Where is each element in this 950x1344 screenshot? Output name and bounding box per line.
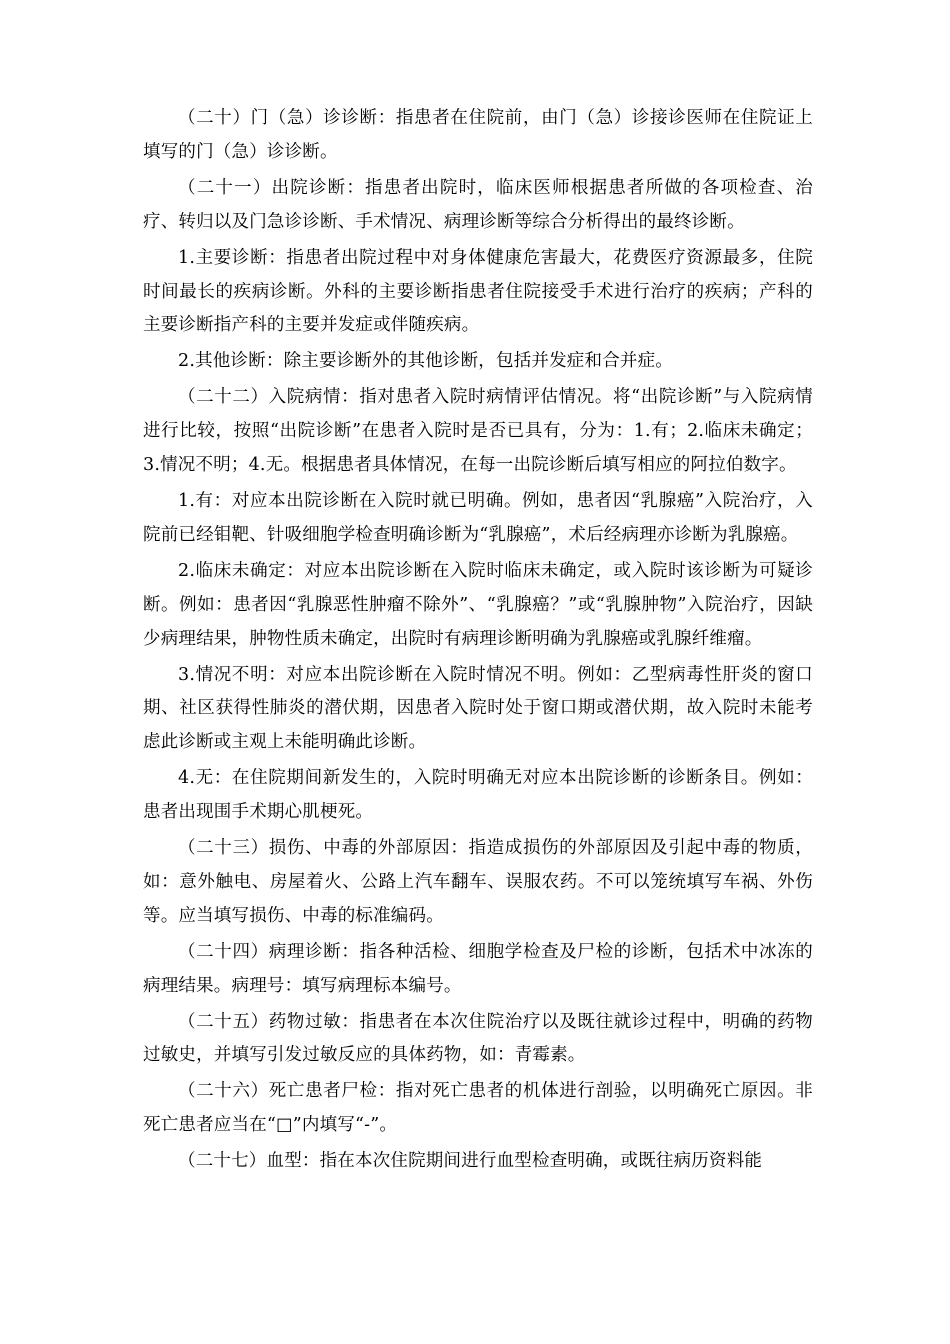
paragraph-condition-unconfirmed: 2.临床未确定：对应本出院诊断在入院时临床未确定，或入院时该诊断为可疑诊断。例如：患者因“乳腺恶性肿瘤不除外”、“乳腺癌？”或“乳腺肿物”入院治疗，因缺少病理结果，肿物性质未确定，出院时有病理诊断明确为乳腺癌或乳腺纤维瘤。 [143,560,813,649]
paragraph-admission-condition: （二十二）入院病情：指对患者入院时病情评估情况。将“出院诊断”与入院病情进行比较，按照“出院诊断”在患者入院时是否已具有，分为：1.有；2.临床未确定；3.情况不明；4.无。根据患者具体情况，在每一出院诊断后填写相应的阿拉伯数字。 [143,387,813,476]
paragraph-autopsy: （二十六）死亡患者尸检：指对死亡患者的机体进行剖验，以明确死亡原因。非死亡患者应当在“□”内填写“-”。 [143,1081,813,1136]
paragraph-external-cause: （二十三）损伤、中毒的外部原因：指造成损伤的外部原因及引起中毒的物质，如：意外触电、房屋着火、公路上汽车翻车、误服农药。不可以笼统填写车祸、外伤等。应当填写损伤、中毒的标准编码。 [143,838,813,926]
paragraph-main-diagnosis: 1.主要诊断：指患者出院过程中对身体健康危害最大，花费医疗资源最多，住院时间最长的疾病诊断。外科的主要诊断指患者住院接受手术进行治疗的疾病；产科的主要诊断指产科的主要并发症或伴随疾病。 [143,247,813,336]
paragraph-drug-allergy: （二十五）药物过敏：指患者在本次住院治疗以及既往就诊过程中，明确的药物过敏史，并填写引发过敏反应的具体药物，如：青霉素。 [143,1011,813,1066]
document-page [143,102,813,1181]
paragraph-condition-unknown: 3.情况不明：对应本出院诊断在入院时情况不明。例如：乙型病毒性肝炎的窗口期、社区获得性肺炎的潜伏期，因患者入院时处于窗口期或潜伏期，故入院时未能考虑此诊断或主观上未能明确此诊断。 [143,664,813,753]
paragraph-pathology-diagnosis: （二十四）病理诊断：指各种活检、细胞学检查及尸检的诊断，包括术中冰冻的病理结果。病理号：填写病理标本编号。 [143,941,813,996]
paragraph-outpatient-diagnosis: （二十）门（急）诊诊断：指患者在住院前，由门（急）诊接诊医师在住院证上填写的门（急）诊诊断。 [143,108,813,162]
paragraph-condition-none: 4.无：在住院期间新发生的，入院时明确无对应本出院诊断的诊断条目。例如：患者出现围手术期心肌梗死。 [143,768,813,823]
paragraph-discharge-diagnosis: （二十一）出院诊断：指患者出院时，临床医师根据患者所做的各项检查、治疗、转归以及门急诊诊断、手术情况、病理诊断等综合分析得出的最终诊断。 [143,177,813,232]
paragraph-blood-type: （二十七）血型：指在本次住院期间进行血型检查明确，或既往病历资料能 [178,1151,763,1172]
paragraph-condition-yes: 1.有：对应本出院诊断在入院时就已明确。例如，患者因“乳腺癌”入院治疗，入院前已经钼靶、针吸细胞学检查明确诊断为“乳腺癌”，术后经病理亦诊断为乳腺癌。 [143,490,813,545]
paragraph-other-diagnosis: 2.其他诊断：除主要诊断外的其他诊断，包括并发症和合并症。 [178,351,673,372]
